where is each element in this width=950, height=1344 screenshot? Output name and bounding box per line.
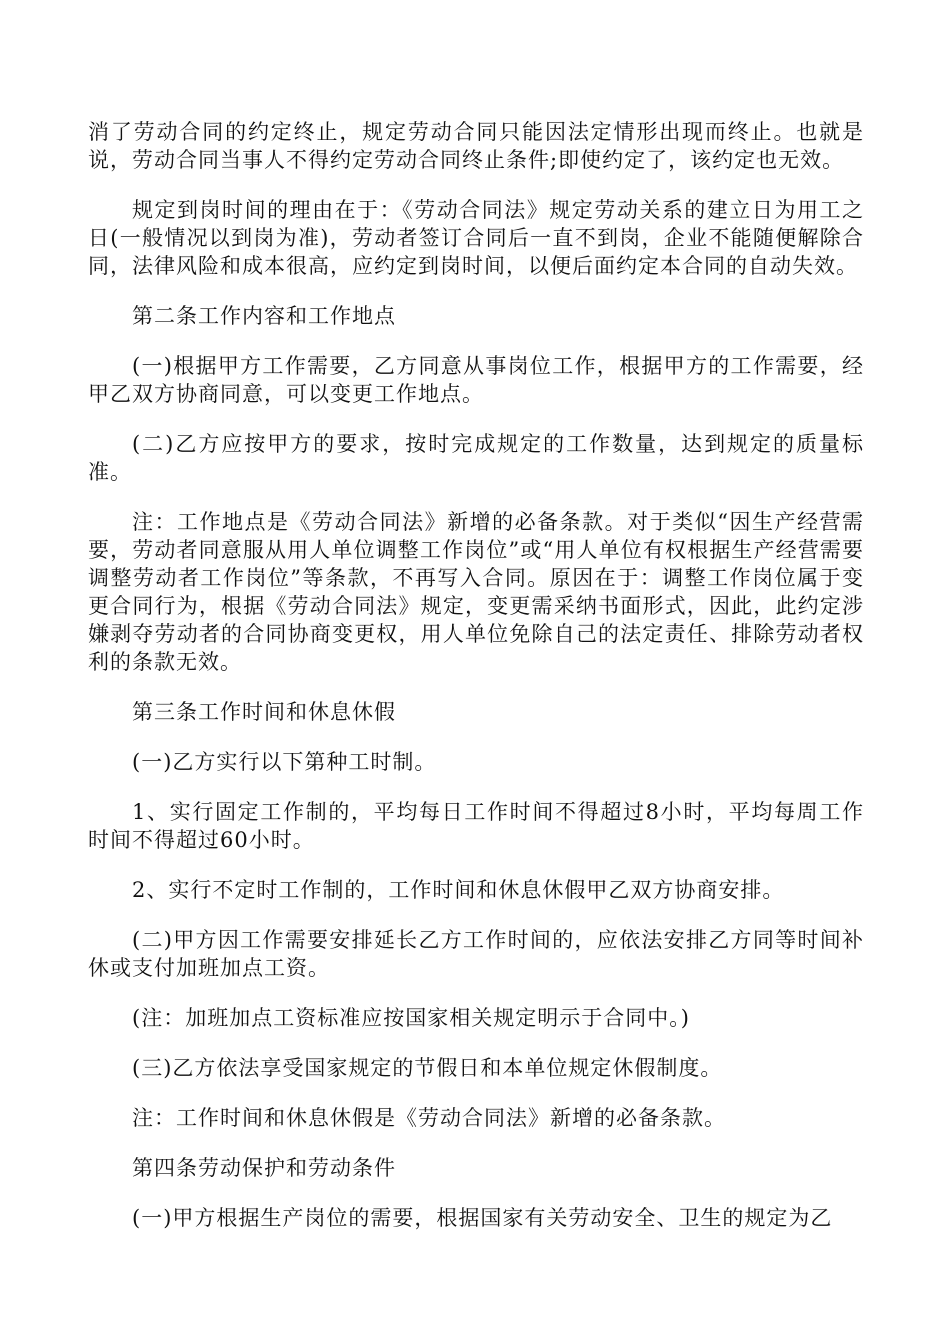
paragraph-contract-termination: 消了劳动合同的约定终止，规定劳动合同只能因法定情形出现而终止。也就是说，劳动合同当事人不得约定劳动合同终止条件;即使约定了，该约定也无效。: [88, 120, 864, 172]
paragraph-article-3-item-3: (三)乙方依法享受国家规定的节假日和本单位规定休假制度。: [132, 1056, 723, 1080]
paragraph-article-3-item-2: (二)甲方因工作需要安排延长乙方工作时间的，应依法安排乙方同等时间补休或支付加班加点工资。: [88, 928, 864, 980]
paragraph-flexible-hours: 2、实行不定时工作制的，工作时间和休息休假甲乙双方协商安排。: [132, 878, 785, 902]
paragraph-article-4-item-1: (一)甲方根据生产岗位的需要，根据国家有关劳动安全、卫生的规定为乙: [132, 1206, 833, 1230]
paragraph-fixed-hours: 1、实行固定工作制的，平均每日工作时间不得超过8小时，平均每周工作时间不得超过60小时。: [88, 800, 864, 852]
paragraph-article-2-item-2: (二)乙方应按甲方的要求，按时完成规定的工作数量，达到规定的质量标准。: [88, 432, 864, 484]
paragraph-article-2-item-1: (一)根据甲方工作需要，乙方同意从事岗位工作，根据甲方的工作需要，经甲乙双方协商同意，可以变更工作地点。: [88, 354, 864, 406]
paragraph-article-3-note: 注：工作时间和休息休假是《劳动合同法》新增的必备条款。: [132, 1106, 726, 1130]
section-heading-article-3: 第三条工作时间和休息休假: [132, 700, 396, 724]
section-heading-article-4: 第四条劳动保护和劳动条件: [132, 1156, 396, 1180]
paragraph-arrival-time-reason: 规定到岗时间的理由在于：《劳动合同法》规定劳动关系的建立日为用工之日(一般情况以到岗为准)，劳动者签订合同后一直不到岗，企业不能随便解除合同，法律风险和成本很高，应约定到岗时间，以便后面约定本合同的自动失效。: [88, 198, 864, 278]
paragraph-article-2-note: 注：工作地点是《劳动合同法》新增的必备条款。对于类似“因生产经营需要，劳动者同意服从用人单位调整工作岗位”或“用人单位有权根据生产经营需要调整劳动者工作岗位”等条款，不再写入合同。原因在于：调整工作岗位属于变更合同行为，根据《劳动合同法》规定，变更需采纳书面形式，因此，此约定涉嫌剥夺劳动者的合同协商变更权，用人单位免除自己的法定责任、排除劳动者权利的条款无效。: [88, 510, 864, 674]
document-page: [88, 118, 864, 1254]
paragraph-article-3-item-1: (一)乙方实行以下第种工时制。: [132, 750, 437, 774]
section-heading-article-2: 第二条工作内容和工作地点: [132, 304, 396, 328]
paragraph-overtime-note: (注：加班加点工资标准应按国家相关规定明示于合同中。): [132, 1006, 690, 1030]
